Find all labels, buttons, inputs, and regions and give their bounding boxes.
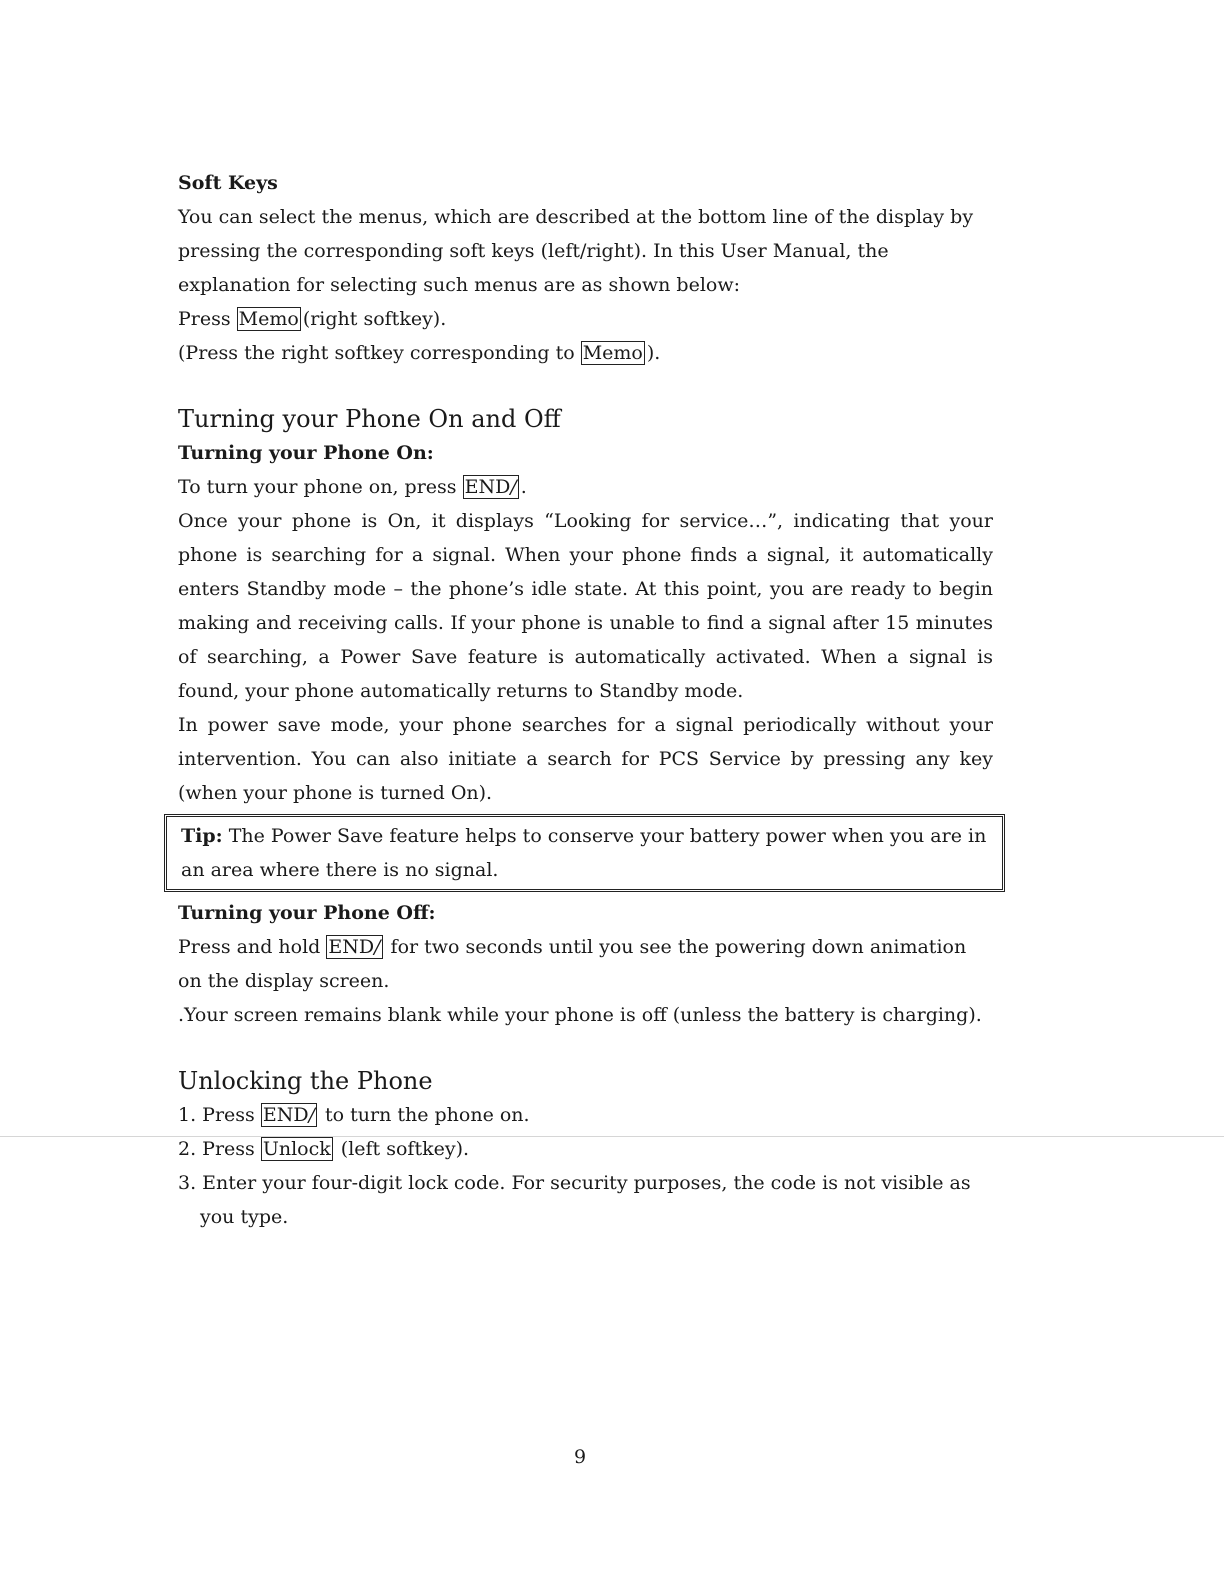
soft-keys-paren-line: (Press the right softkey corresponding to Memo ). [178,342,661,364]
on-off-heading: Turning your Phone On and Off [178,405,561,433]
unlock-step-3: 3. Enter your four-digit lock code. For security purposes, the code is not visible as you type. [178,1172,971,1228]
end-key-label: END/ [464,476,517,498]
turn-off-line: Press and hold END/ for two seconds until you see the powering down animation on the display screen. [178,936,967,992]
screen-blank-paragraph: .Your screen remains blank while your phone is off (unless the battery is charging). [178,1004,982,1026]
tip-text: The Power Save feature helps to conserve your battery power when you are in an area where there is no signal. [181,825,987,881]
unlock-step-1: 1. Press END/ to turn the phone on. [178,1104,530,1126]
unlock-step-2: 2. Press Unlock (left softkey). [178,1138,470,1160]
page-number: 9 [573,1446,587,1468]
soft-keys-press-line: Press Memo(right softkey). [178,308,447,330]
turn-on-subheading: Turning your Phone On: [178,442,434,464]
unlock-heading: Unlocking the Phone [178,1067,433,1095]
soft-keys-paragraph: You can select the menus, which are described at the bottom line of the display by pressing the corresponding soft keys (left/right). In this User Manual, the explanation for selecting such menus are as shown below: [178,206,974,296]
soft-keys-heading: Soft Keys [178,172,278,194]
memo-key-label-2: Memo [582,342,643,364]
turn-off-subheading: Turning your Phone Off: [178,902,436,924]
unlock-key-label: Unlock [262,1138,331,1160]
memo-key-label: Memo [238,308,299,330]
tip-box [164,814,1005,892]
tip-label: Tip: [181,825,223,847]
turn-on-line: To turn your phone on, press END/ . [178,476,527,498]
looking-for-service-paragraph: Once your phone is On, it displays “Looking for service…”, indicating that your phone is searching for a signal. When your phone finds a signal, it automatically enters Standby mode – the phone’s idle state. At this point, you are ready to begin making and receiving calls. If your phone is unable to find a signal after 15 minutes of searching, a Power Save feature is automatically activated. When a signal is found, your phone automatically returns to Standby mode. [178,510,993,702]
end-key-label-2: END/ [328,936,381,958]
power-save-paragraph: In power save mode, your phone searches for a signal periodically without your intervention. You can also initiate a search for PCS Service by pressing any key (when your phone is turned On). [178,714,993,804]
manual-page-content [178,166,993,1234]
end-key-label-3: END/ [262,1104,315,1126]
